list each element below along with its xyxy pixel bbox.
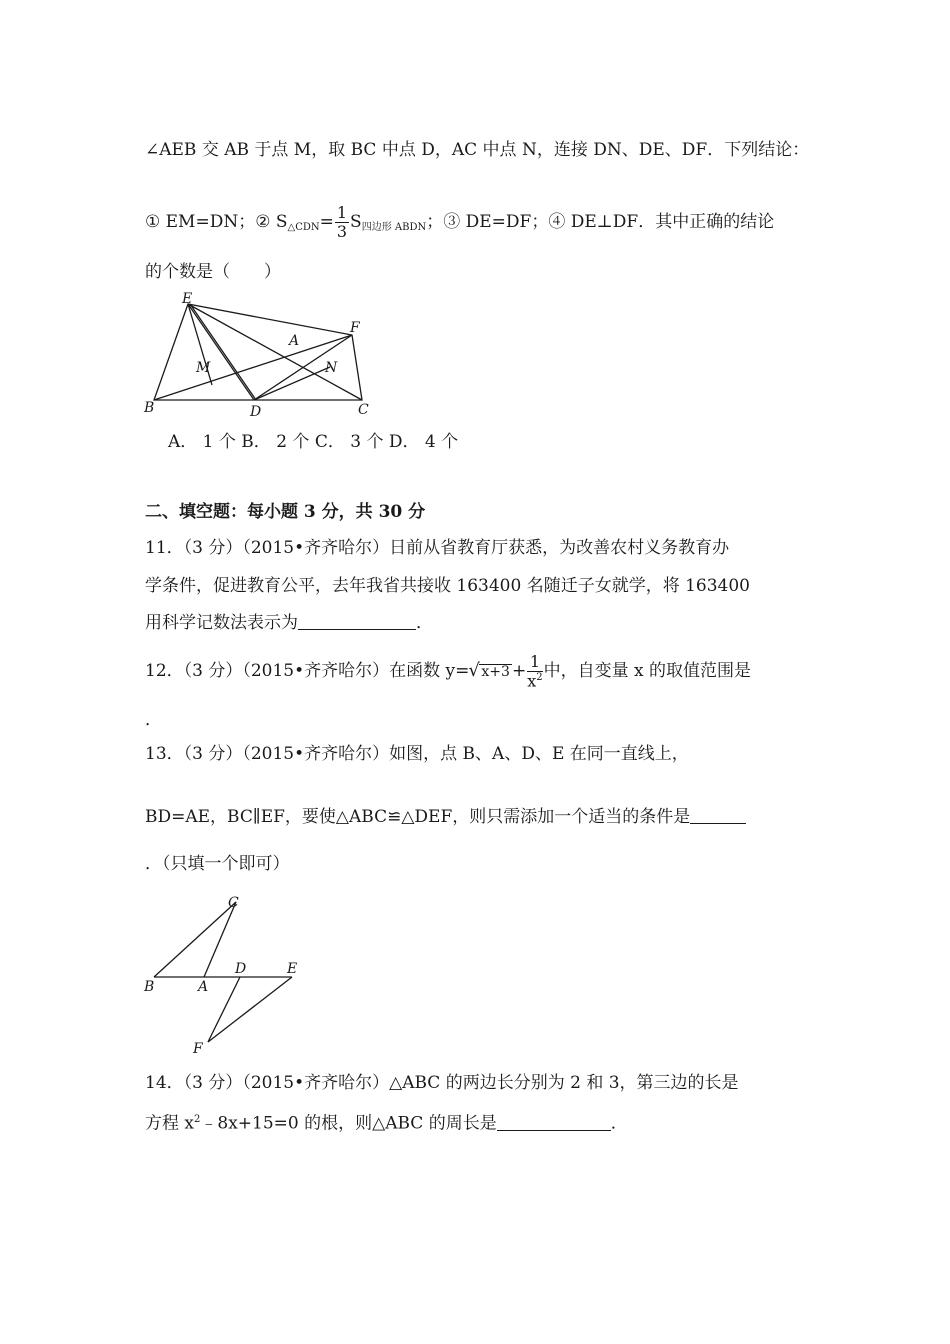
q10-figure — [140, 290, 380, 425]
q10-label-e: E — [182, 291, 193, 307]
q12-line1 — [145, 654, 751, 689]
q10-label-f: F — [350, 320, 360, 336]
q13-line2-text: BD=AE，BC∥EF，要使△ABC≌△DEF，则只需添加一个适当的条件是 — [145, 807, 691, 827]
q14-answer-blank[interactable] — [497, 1116, 611, 1131]
q13-line1: 13．（3 分）（2015•齐齐哈尔）如图，点 B、A、D、E 在同一直线上， — [145, 744, 689, 764]
q11-line3-end: ． — [416, 613, 433, 633]
q10-fraction — [335, 205, 349, 240]
q14-line1: 14．（3 分）（2015•齐齐哈尔）△ABC 的两边长分别为 2 和 3，第三边的长是 — [145, 1073, 739, 1093]
q14-exponent: 2 — [194, 1114, 201, 1125]
q12-plus: + — [511, 661, 527, 682]
q12-frac-num: 1 — [527, 654, 542, 672]
q10-outline — [154, 304, 362, 400]
q13-label-b: B — [144, 979, 155, 995]
q14-line2-end: ． — [610, 1113, 628, 1134]
q10-conclusion-part2: ；③ DE=DF；④ DE⊥DF．其中正确的结论 — [426, 212, 775, 232]
q13-line3: ．（只填一个即可） — [145, 854, 290, 874]
q14-line2-mid: ﹣8x+15=0 的根，则△ABC 的周长是 — [200, 1113, 497, 1134]
q10-line3: 的个数是（ ） — [145, 262, 281, 282]
q10-label-a: A — [289, 333, 300, 349]
q10-label-c: C — [358, 402, 369, 418]
q10-segment-dn — [254, 367, 330, 400]
q13-label-e: E — [287, 961, 298, 977]
q14-line2-start: 方程 x — [145, 1113, 194, 1134]
q11-line1: 11．（3 分）（2015•齐齐哈尔）日前从省教育厅获悉，为改善农村义务教育办 — [145, 538, 730, 558]
q10-conclusion-part1: ① EM=DN；② S — [145, 212, 288, 232]
q10-frac-den: 3 — [336, 222, 348, 241]
q10-line1: ∠AEB 交 AB 于点 M，取 BC 中点 D，AC 中点 N，连接 DN、DE、DF．下列结论： — [145, 140, 810, 160]
q11-answer-blank[interactable] — [298, 615, 416, 630]
q10-segment-bf — [154, 335, 352, 400]
section2-title: 二、填空题：每小题 3 分，共 30 分 — [145, 502, 426, 522]
q11-line3 — [145, 615, 433, 632]
q10-segment-df — [254, 335, 352, 400]
q10-label-b: B — [144, 400, 155, 416]
q13-line2 — [145, 809, 746, 826]
q10-label-d: D — [250, 404, 262, 420]
q10-equals: = — [319, 212, 334, 232]
q10-conclusions — [145, 205, 774, 240]
q13-label-c: C — [228, 895, 239, 911]
q10-subscript-cdn: △CDN — [287, 222, 320, 233]
q10-frac-num: 1 — [336, 203, 348, 222]
q13-label-a: A — [198, 979, 209, 995]
q12-fraction — [527, 654, 542, 689]
q13-answer-blank[interactable] — [690, 809, 746, 824]
q12-sqrt: √ x+3 — [479, 664, 512, 679]
q10-subscript-abdn: 四边形 ABDN — [361, 222, 427, 233]
q10-s2: S — [350, 212, 362, 232]
q12-frac-den — [527, 672, 542, 689]
q13-figure — [140, 892, 310, 1062]
q12-line2: ． — [145, 710, 162, 730]
q12-prefix: 12．（3 分）（2015•齐齐哈尔）在函数 y= — [145, 661, 470, 682]
q10-label-m: M — [196, 360, 211, 376]
q11-line3-text: 用科学记数法表示为 — [145, 613, 298, 633]
q12-frac-den-base: x — [527, 671, 537, 691]
q10-label-n: N — [325, 360, 338, 376]
q10-options: A． 1 个 B． 2 个 C． 3 个 D． 4 个 — [168, 432, 459, 452]
q13-label-f: F — [193, 1041, 203, 1057]
q12-suffix: 中，自变量 x 的取值范围是 — [543, 661, 752, 682]
q13-triangle-abc — [154, 902, 236, 977]
q11-line2: 学条件，促进教育公平，去年我省共接收 163400 名随迁子女就学，将 163400 — [145, 576, 751, 596]
q14-line2 — [145, 1115, 628, 1133]
q13-label-d: D — [235, 961, 247, 977]
q13-triangle-def — [208, 977, 292, 1042]
q12-frac-den-exp: 2 — [536, 672, 543, 683]
